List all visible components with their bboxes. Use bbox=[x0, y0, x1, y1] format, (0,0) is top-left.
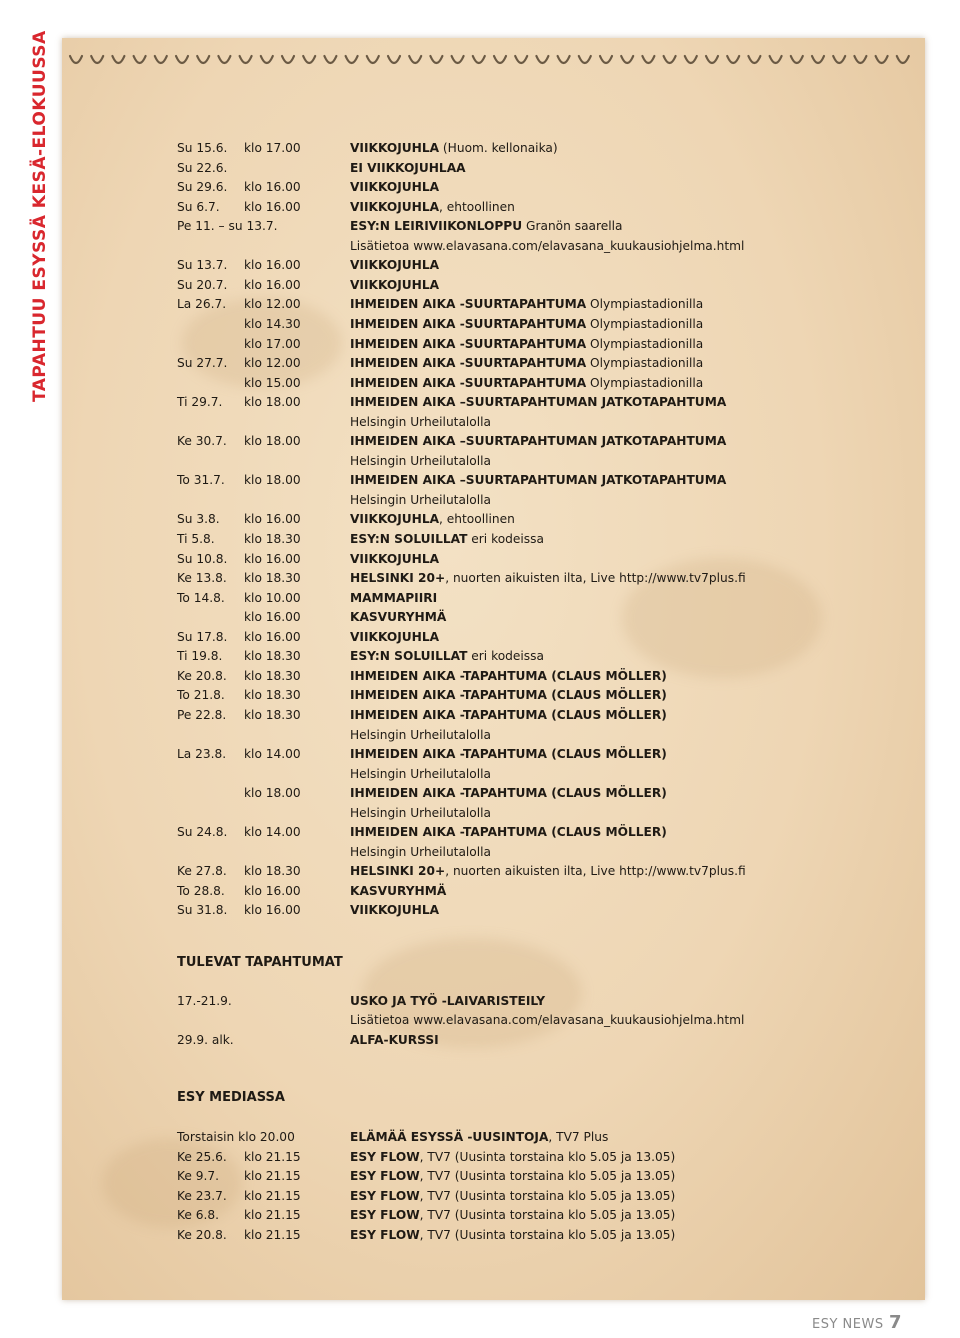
event-description: Lisätietoa www.elavasana.com/elavasana_kuukausiohjelma.html bbox=[350, 238, 745, 253]
event-title: MAMMAPIIRI bbox=[350, 590, 438, 605]
row-day: La 26.7. bbox=[177, 297, 227, 312]
event-title: VIIKKOJUHLA bbox=[350, 258, 440, 273]
event-description: Helsingin Urheilutalolla bbox=[350, 492, 491, 507]
media-row bbox=[0, 1226, 960, 1245]
event-title: VIIKKOJUHLA bbox=[350, 141, 440, 155]
row-time: klo 16.00 bbox=[244, 180, 301, 195]
event-title: ESY:N LEIRIVIIKONLOPPU bbox=[350, 219, 523, 234]
row-time: klo 16.00 bbox=[244, 277, 301, 292]
event-title: IHMEIDEN AIKA –SUURTAPAHTUMAN JATKOTAPAHTUMA bbox=[350, 473, 727, 488]
row-time: klo 16.00 bbox=[244, 610, 301, 625]
event-description: Helsingin Urheilutalolla bbox=[350, 414, 491, 429]
event-description: Helsingin Urheilutalolla bbox=[350, 453, 491, 468]
event-description: Olympiastadionilla bbox=[586, 316, 704, 331]
row-date: 29.9. alk. bbox=[177, 1033, 234, 1047]
row-time: klo 16.00 bbox=[244, 629, 301, 644]
event-description: Helsingin Urheilutalolla bbox=[350, 844, 491, 859]
program-title: ESY FLOW bbox=[350, 1149, 420, 1164]
row-day: Ke 23.7. bbox=[177, 1188, 227, 1203]
row-time: klo 21.15 bbox=[244, 1149, 301, 1164]
event-title: EI VIIKKOJUHLAA bbox=[350, 160, 466, 175]
program-title: ESY FLOW bbox=[350, 1208, 420, 1222]
row-day: Su 27.7. bbox=[177, 356, 228, 371]
program-description: , TV7 (Uusinta torstaina klo 5.05 ja 13.05) bbox=[419, 1208, 676, 1222]
event-title: IHMEIDEN AIKA -SUURTAPAHTUMA bbox=[350, 297, 587, 312]
row-time: klo 21.15 bbox=[244, 1227, 301, 1242]
event-title: VIIKKOJUHLA bbox=[350, 277, 440, 292]
event-description: , nuorten aikuisten ilta, Live http://www.tv7plus.fi bbox=[445, 571, 746, 586]
row-day: Ke 27.8. bbox=[177, 864, 227, 879]
row-time: klo 18.30 bbox=[244, 668, 301, 683]
row-day: Su 3.8. bbox=[177, 512, 220, 527]
row-time: klo 18.30 bbox=[244, 864, 301, 879]
row-day: Pe 22.8. bbox=[177, 707, 227, 722]
event-title: IHMEIDEN AIKA -SUURTAPAHTUMA bbox=[350, 356, 587, 371]
row-day: Su 10.8. bbox=[177, 551, 228, 566]
event-description: (Huom. kellonaika) bbox=[439, 141, 558, 155]
program-title: ESY FLOW bbox=[350, 1169, 420, 1183]
row-day: Su 29.6. bbox=[177, 180, 228, 195]
event-title: IHMEIDEN AIKA -TAPAHTUMA (CLAUS MÖLLER) bbox=[350, 668, 667, 683]
row-time: klo 16.00 bbox=[244, 551, 301, 566]
event-title: IHMEIDEN AIKA –SUURTAPAHTUMAN JATKOTAPAHTUMA bbox=[350, 395, 727, 410]
program-title: ELÄMÄÄ ESYSSÄ -UUSINTOJA bbox=[350, 1130, 549, 1144]
row-time: klo 16.00 bbox=[244, 258, 301, 273]
row-time: klo 18.00 bbox=[244, 395, 301, 410]
row-time: klo 12.00 bbox=[244, 297, 301, 312]
row-time: klo 21.15 bbox=[244, 1208, 301, 1222]
event-title: VIIKKOJUHLA bbox=[350, 903, 440, 918]
row-day: Torstaisin klo 20.00 bbox=[177, 1130, 295, 1144]
event-title: ESY:N SOLUILLAT bbox=[350, 649, 468, 664]
row-time: klo 18.30 bbox=[244, 571, 301, 586]
event-title: KASVURYHMÄ bbox=[350, 610, 447, 625]
media-row bbox=[0, 1128, 960, 1147]
row-time: klo 17.00 bbox=[244, 141, 301, 155]
event-description: Olympiastadionilla bbox=[586, 297, 704, 312]
event-description: Helsingin Urheilutalolla bbox=[350, 766, 491, 781]
row-time: klo 16.00 bbox=[244, 883, 301, 898]
media-heading: ESY MEDIASSA bbox=[177, 1090, 285, 1105]
event-title: IHMEIDEN AIKA -TAPAHTUMA (CLAUS MÖLLER) bbox=[350, 688, 667, 703]
event-title: IHMEIDEN AIKA -TAPAHTUMA (CLAUS MÖLLER) bbox=[350, 825, 667, 840]
row-time: klo 18.30 bbox=[244, 688, 301, 703]
event-title: IHMEIDEN AIKA -TAPAHTUMA (CLAUS MÖLLER) bbox=[350, 747, 667, 762]
row-time: klo 16.00 bbox=[244, 903, 301, 918]
row-day: To 21.8. bbox=[177, 688, 225, 703]
event-title: VIIKKOJUHLA bbox=[350, 629, 440, 644]
event-title: IHMEIDEN AIKA -SUURTAPAHTUMA bbox=[350, 316, 587, 331]
row-time: klo 15.00 bbox=[244, 375, 301, 390]
row-day: Su 24.8. bbox=[177, 825, 228, 840]
media-row bbox=[0, 1167, 960, 1186]
event-description: , ehtoollinen bbox=[439, 199, 515, 214]
event-description: Granön saarella bbox=[522, 219, 623, 234]
event-description: eri kodeissa bbox=[467, 649, 544, 664]
event-description: Lisätietoa www.elavasana.com/elavasana_kuukausiohjelma.html bbox=[350, 1013, 745, 1027]
program-description: , TV7 (Uusinta torstaina klo 5.05 ja 13.05) bbox=[419, 1188, 676, 1203]
row-time: klo 17.00 bbox=[244, 336, 301, 351]
event-title: ALFA-KURSSI bbox=[350, 1033, 439, 1047]
event-description: Olympiastadionilla bbox=[586, 336, 704, 351]
event-title: IHMEIDEN AIKA -TAPAHTUMA (CLAUS MÖLLER) bbox=[350, 786, 667, 801]
footer-label: ESY NEWS bbox=[812, 1317, 884, 1332]
row-time: klo 14.30 bbox=[244, 316, 301, 331]
page-number: 7 bbox=[889, 1312, 902, 1333]
row-time: klo 18.30 bbox=[244, 707, 301, 722]
row-day: Su 22.6. bbox=[177, 160, 228, 175]
row-event bbox=[350, 1206, 675, 1225]
event-title: VIIKKOJUHLA bbox=[350, 180, 440, 195]
event-title: KASVURYHMÄ bbox=[350, 883, 447, 898]
row-event bbox=[350, 1148, 675, 1167]
upcoming-heading: TULEVAT TAPAHTUMAT bbox=[177, 955, 343, 970]
row-time: klo 18.00 bbox=[244, 473, 301, 488]
program-description: , TV7 (Uusinta torstaina klo 5.05 ja 13.05) bbox=[419, 1169, 676, 1183]
event-title: USKO JA TYÖ -LAIVARISTEILY bbox=[350, 994, 546, 1008]
program-description: , TV7 (Uusinta torstaina klo 5.05 ja 13.05) bbox=[419, 1227, 676, 1242]
row-day: Ke 30.7. bbox=[177, 434, 227, 449]
row-day: Ke 25.6. bbox=[177, 1149, 227, 1164]
row-day: Ke 20.8. bbox=[177, 1227, 227, 1242]
media-row bbox=[0, 1206, 960, 1225]
media-row bbox=[0, 1148, 960, 1167]
row-day: To 31.7. bbox=[177, 473, 225, 488]
event-title: IHMEIDEN AIKA -SUURTAPAHTUMA bbox=[350, 375, 587, 390]
event-title: ESY:N SOLUILLAT bbox=[350, 532, 468, 546]
event-title: VIIKKOJUHLA bbox=[350, 512, 440, 527]
program-description: , TV7 (Uusinta torstaina klo 5.05 ja 13.05) bbox=[419, 1149, 676, 1164]
row-day: Su 31.8. bbox=[177, 903, 228, 918]
row-day: La 23.8. bbox=[177, 747, 227, 762]
event-title: HELSINKI 20+ bbox=[350, 864, 446, 879]
row-event bbox=[350, 1226, 675, 1245]
row-date: 17.-21.9. bbox=[177, 994, 232, 1008]
row-time: klo 16.00 bbox=[244, 199, 301, 214]
row-time: klo 18.30 bbox=[244, 532, 301, 546]
row-day: Ke 9.7. bbox=[177, 1169, 220, 1183]
event-title: VIIKKOJUHLA bbox=[350, 199, 440, 214]
program-description: , TV7 Plus bbox=[548, 1130, 609, 1144]
row-time: klo 10.00 bbox=[244, 590, 301, 605]
row-day: Su 15.6. bbox=[177, 141, 228, 155]
row-time: klo 21.15 bbox=[244, 1169, 301, 1183]
event-description: , ehtoollinen bbox=[439, 512, 515, 527]
program-title: ESY FLOW bbox=[350, 1227, 420, 1242]
side-title: TAPAHTUU ESYSSÄ KESÄ-ELOKUUSSA bbox=[30, 30, 50, 402]
event-description: Olympiastadionilla bbox=[586, 356, 704, 371]
row-event bbox=[350, 1128, 608, 1147]
row-day: Ke 13.8. bbox=[177, 571, 227, 586]
row-day: Su 17.8. bbox=[177, 629, 228, 644]
row-day: Ke 6.8. bbox=[177, 1208, 220, 1222]
row-day: Ti 5.8. bbox=[177, 532, 215, 546]
row-day: Su 20.7. bbox=[177, 277, 228, 292]
row-time: klo 18.00 bbox=[244, 786, 301, 801]
row-time: klo 12.00 bbox=[244, 356, 301, 371]
row-time: klo 18.00 bbox=[244, 434, 301, 449]
event-description: Helsingin Urheilutalolla bbox=[350, 805, 491, 820]
media-row bbox=[0, 1187, 960, 1206]
event-title: VIIKKOJUHLA bbox=[350, 551, 440, 566]
event-title: IHMEIDEN AIKA –SUURTAPAHTUMAN JATKOTAPAHTUMA bbox=[350, 434, 727, 449]
row-time: klo 14.00 bbox=[244, 825, 301, 840]
row-day: To 14.8. bbox=[177, 590, 225, 605]
event-description: , nuorten aikuisten ilta, Live http://www.tv7plus.fi bbox=[445, 864, 746, 879]
row-time: klo 18.30 bbox=[244, 649, 301, 664]
row-day: To 28.8. bbox=[177, 883, 225, 898]
row-time: klo 21.15 bbox=[244, 1188, 301, 1203]
event-description: Helsingin Urheilutalolla bbox=[350, 727, 491, 742]
row-day: Ti 19.8. bbox=[177, 649, 223, 664]
row-time: klo 14.00 bbox=[244, 747, 301, 762]
row-day: Pe 11. – su 13.7. bbox=[177, 219, 278, 234]
row-day: Ti 29.7. bbox=[177, 395, 223, 410]
program-title: ESY FLOW bbox=[350, 1188, 420, 1203]
row-event bbox=[350, 1167, 675, 1186]
event-description: eri kodeissa bbox=[467, 532, 544, 546]
event-title: IHMEIDEN AIKA -SUURTAPAHTUMA bbox=[350, 336, 587, 351]
row-time: klo 16.00 bbox=[244, 512, 301, 527]
event-title: IHMEIDEN AIKA -TAPAHTUMA (CLAUS MÖLLER) bbox=[350, 707, 667, 722]
event-description: Olympiastadionilla bbox=[586, 375, 704, 390]
row-event bbox=[350, 1187, 675, 1206]
event-title: HELSINKI 20+ bbox=[350, 571, 446, 586]
row-day: Su 6.7. bbox=[177, 199, 220, 214]
row-day: Ke 20.8. bbox=[177, 668, 227, 683]
row-day: Su 13.7. bbox=[177, 258, 228, 273]
